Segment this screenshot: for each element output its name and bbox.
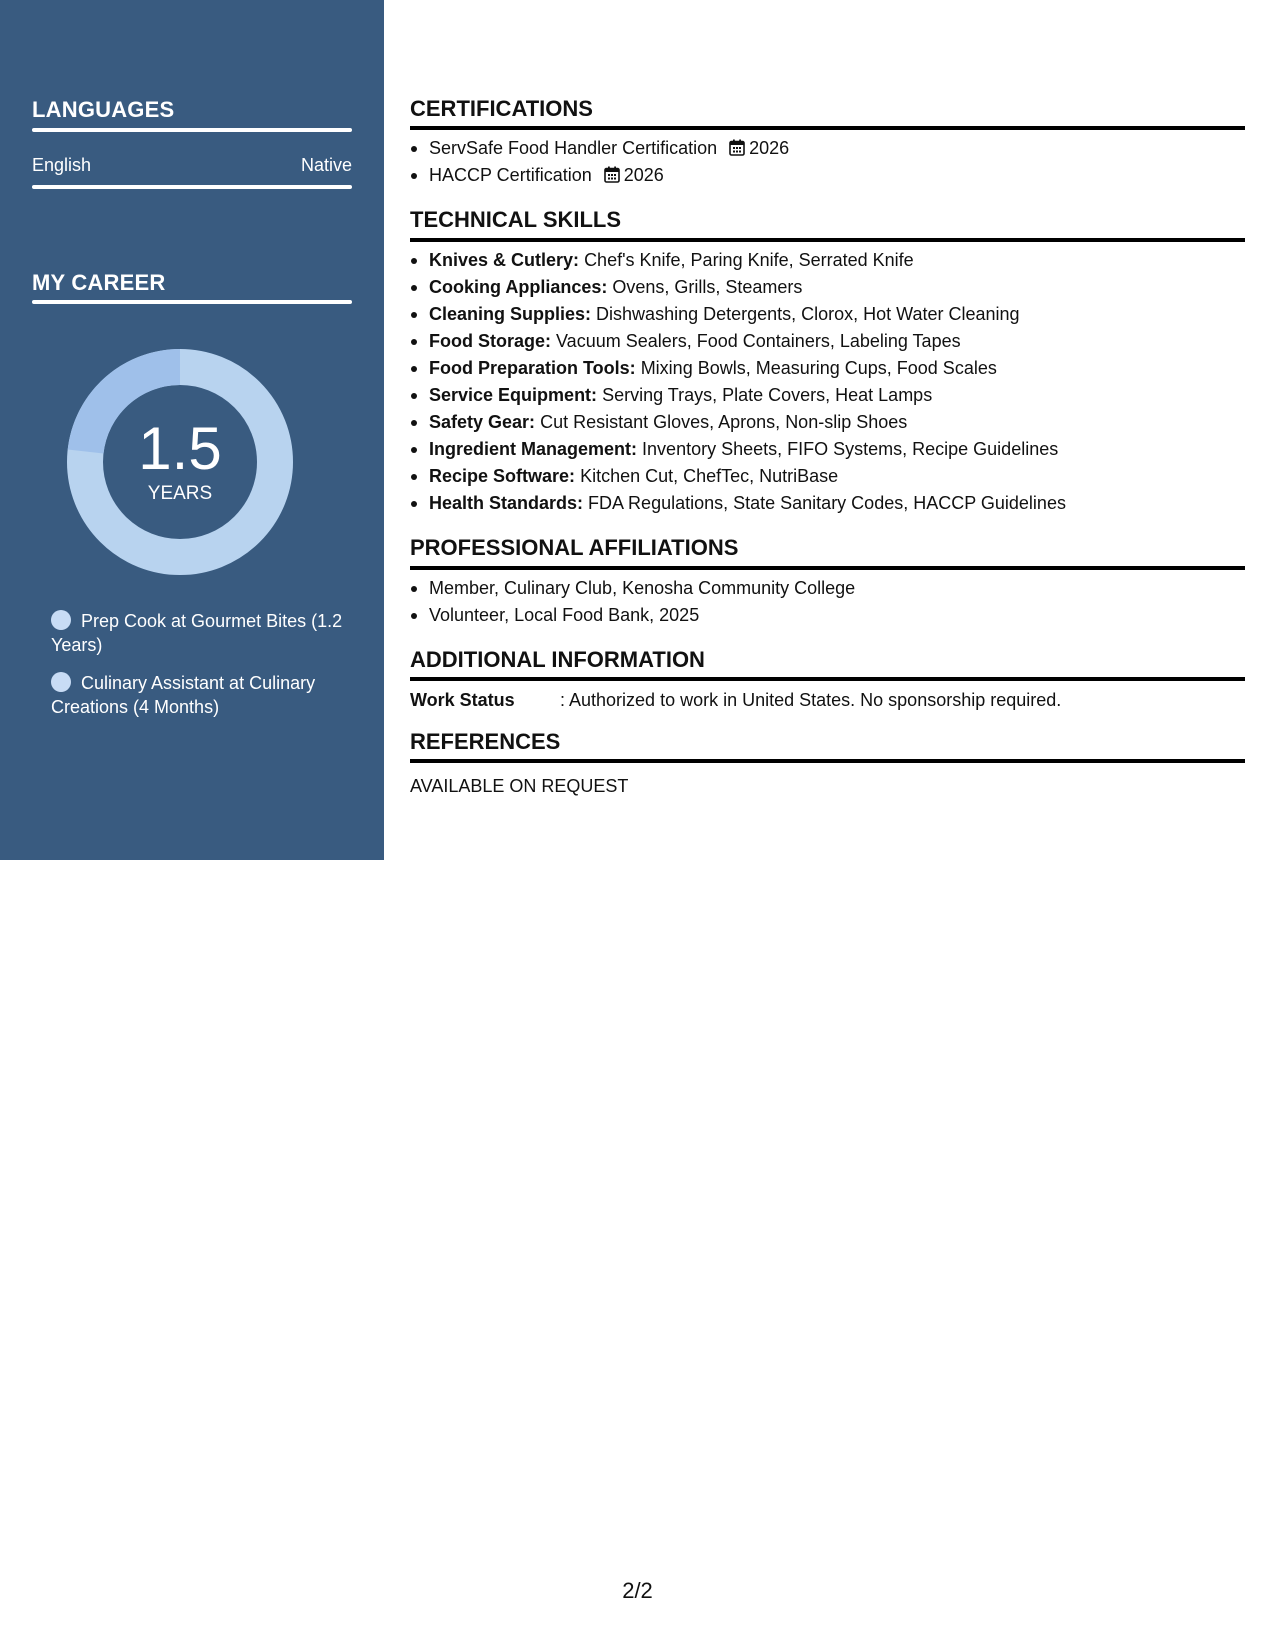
skill-label: Food Preparation Tools:	[429, 358, 636, 378]
career-divider	[32, 300, 352, 304]
certification-item	[410, 162, 1245, 189]
skill-text: Chef's Knife, Paring Knife, Serrated Knife	[584, 250, 914, 270]
affiliations-heading: PROFESSIONAL AFFILIATIONS	[410, 535, 739, 560]
certifications-divider	[410, 126, 1245, 130]
certification-name: ServSafe Food Handler Certification	[429, 138, 718, 158]
career-item-text: Prep Cook at Gourmet Bites (1.2 Years)	[51, 611, 343, 655]
skill-text: Serving Trays, Plate Covers, Heat Lamps	[602, 385, 933, 405]
skill-item	[410, 355, 1245, 382]
affiliations-list	[410, 575, 1245, 629]
skill-label: Recipe Software:	[429, 466, 576, 486]
skill-label: Service Equipment:	[429, 385, 598, 405]
references-text: AVAILABLE ON REQUEST	[410, 776, 629, 796]
career-item-text: Culinary Assistant at Culinary Creations (4 Months)	[51, 673, 316, 717]
experience-value: 1.5	[138, 415, 222, 482]
skill-item	[410, 409, 1245, 436]
calendar-icon	[729, 139, 745, 156]
affiliation-item: Volunteer, Local Food Bank, 2025	[410, 602, 1245, 629]
skill-item	[410, 247, 1245, 274]
skill-item	[410, 490, 1245, 517]
career-item	[51, 609, 351, 657]
skill-text: Mixing Bowls, Measuring Cups, Food Scales	[640, 358, 997, 378]
skill-text: Cut Resistant Gloves, Aprons, Non-slip Shoes	[540, 412, 908, 432]
certifications-heading: CERTIFICATIONS	[410, 96, 593, 121]
skill-item	[410, 274, 1245, 301]
experience-donut	[67, 349, 293, 575]
skill-item	[410, 301, 1245, 328]
sidebar	[0, 0, 384, 860]
skill-label: Ingredient Management:	[429, 439, 638, 459]
technical-skills-list	[410, 247, 1245, 517]
career-dot-icon	[51, 672, 71, 692]
work-status-label: Work Status	[410, 690, 515, 710]
certification-year: 2026	[623, 165, 664, 185]
work-status-row	[410, 690, 1061, 711]
skill-label: Safety Gear:	[429, 412, 536, 432]
skill-item	[410, 463, 1245, 490]
certifications-list	[410, 135, 1245, 189]
language-level: Native	[300, 155, 352, 175]
references-heading: REFERENCES	[410, 729, 561, 754]
additional-info-divider	[410, 677, 1245, 681]
skill-label: Cooking Appliances:	[429, 277, 608, 297]
career-heading: MY CAREER	[32, 270, 166, 295]
languages-heading: LANGUAGES	[32, 97, 175, 122]
skill-text: Inventory Sheets, FIFO Systems, Recipe Guidelines	[642, 439, 1059, 459]
skill-label: Cleaning Supplies:	[429, 304, 592, 324]
languages-divider	[32, 128, 352, 132]
additional-info-heading: ADDITIONAL INFORMATION	[410, 647, 705, 672]
skill-text: Ovens, Grills, Steamers	[612, 277, 803, 297]
career-dot-icon	[51, 610, 71, 630]
technical-skills-heading: TECHNICAL SKILLS	[410, 207, 622, 232]
skill-label: Health Standards:	[429, 493, 584, 513]
calendar-icon	[604, 166, 620, 183]
certification-name: HACCP Certification	[429, 165, 592, 185]
experience-unit: YEARS	[147, 483, 213, 504]
skill-text: Dishwashing Detergents, Clorox, Hot Water Cleaning	[596, 304, 1020, 324]
career-item	[51, 671, 351, 719]
language-level-bar	[32, 185, 352, 189]
affiliation-item: Member, Culinary Club, Kenosha Community College	[410, 575, 1245, 602]
skill-label: Food Storage:	[429, 331, 551, 351]
certification-year: 2026	[749, 138, 790, 158]
page-number: 2/2	[622, 1578, 653, 1603]
skill-text: Vacuum Sealers, Food Containers, Labeling Tapes	[556, 331, 961, 351]
skill-label: Knives & Cutlery:	[429, 250, 580, 270]
work-status-text: : Authorized to work in United States. No sponsorship required.	[560, 690, 1062, 710]
technical-skills-divider	[410, 238, 1245, 242]
skill-item	[410, 436, 1245, 463]
language-row	[32, 155, 352, 176]
language-name: English	[32, 155, 92, 175]
skill-text: Kitchen Cut, ChefTec, NutriBase	[580, 466, 839, 486]
affiliations-divider	[410, 566, 1245, 570]
skill-item	[410, 328, 1245, 355]
skill-text: FDA Regulations, State Sanitary Codes, HACCP Guidelines	[588, 493, 1066, 513]
references-divider	[410, 759, 1245, 763]
certification-item	[410, 135, 1245, 162]
skill-item	[410, 382, 1245, 409]
